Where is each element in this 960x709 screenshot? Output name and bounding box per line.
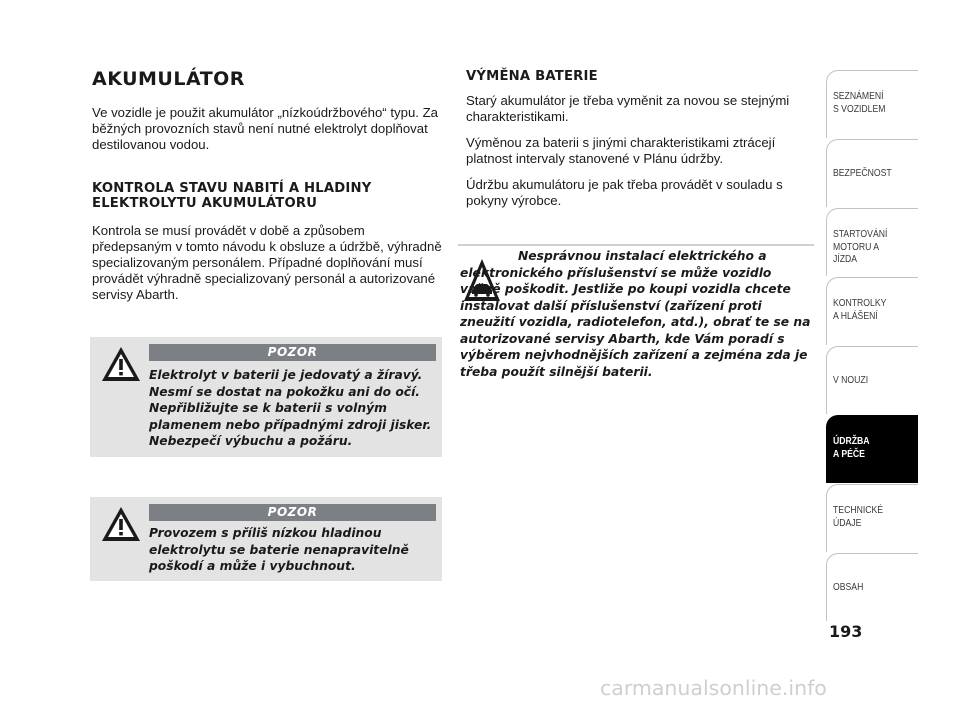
- tab-udrzba[interactable]: [826, 415, 918, 483]
- note-box: [458, 244, 814, 396]
- page-title: AKUMULÁTOR: [92, 68, 245, 90]
- right-heading: VÝMĚNA BATERIE: [466, 69, 598, 84]
- page-number: 193: [829, 622, 863, 641]
- tab-label: V NOUZI: [833, 375, 869, 386]
- warning-text: Elektrolyt v baterii je jedovatý a žíravý. Nesmí se dostat na pokožku ani do očí. Nepřibližujte se k baterii s volným plamenem nebo případnými zdroji jisker. Nebezpečí výbuchu a požáru.: [149, 368, 432, 448]
- tab-obsah[interactable]: [826, 553, 918, 621]
- right-paragraph: Výměnou za baterii s jinými charakteristikami ztrácejí platnost intervaly stanovené v Plánu údržby.: [466, 135, 776, 166]
- section-heading: KONTROLA STAVU NABITÍ A HLADINY ELEKTROLYTU AKUMULÁTORU: [92, 181, 372, 211]
- tab-label: TECHNICKÉ ÚDAJE: [833, 505, 884, 529]
- tab-seznameni[interactable]: [826, 70, 918, 138]
- tab-label: STARTOVÁNÍ MOTORU A JÍZDA: [833, 229, 888, 265]
- warning-box: [90, 497, 442, 581]
- right-paragraph: Starý akumulátor je třeba vyměnit za novou se stejnými charakteristikami.: [466, 93, 790, 124]
- warning-label: POZOR: [149, 344, 436, 361]
- warning-triangle-icon: [100, 505, 142, 543]
- tab-label: ÚDRŽBA A PÉČE: [833, 436, 870, 460]
- note-text: Nesprávnou instalací elektrického a elektronického příslušenství se může vozidlo vážně poškodit. Jestliže po koupi vozidla chcete instalovat další příslušenství (zařízení proti zneužití vozidla, radiotelefon, atd.), obrať te se na autorizované servisy Abarth, kde Vám poradí s výběrem nejvhodnějších zařízení a zejména zda je třeba použít silnější baterii.: [460, 249, 811, 379]
- right-paragraph: Údržbu akumulátoru je pak třeba provádět v souladu s pokyny výrobce.: [466, 177, 783, 208]
- warning-text: Provozem s příliš nízkou hladinou elektrolytu se baterie nenapravitelně poškodí a může i vybuchnout.: [149, 526, 409, 573]
- tab-label: OBSAH: [833, 582, 864, 593]
- warning-box: [90, 337, 442, 457]
- tab-technicke-udaje[interactable]: [826, 484, 918, 552]
- tab-kontrolky[interactable]: [826, 277, 918, 345]
- intro-paragraph: Ve vozidle je použit akumulátor „nízkoúdržbového“ typu. Za běžných provozních stavů není nutné elektrolyt doplňovat destilovanou vodou.: [92, 105, 438, 152]
- tab-v-nouzi[interactable]: [826, 346, 918, 414]
- warning-label: POZOR: [149, 504, 436, 521]
- tab-startovani[interactable]: [826, 208, 918, 276]
- tab-label: BEZPEČNOST: [833, 168, 892, 179]
- watermark: carmanualsonline.info: [600, 676, 827, 700]
- tab-label: KONTROLKY A HLÁŠENÍ: [833, 298, 887, 322]
- warning-triangle-icon: [100, 345, 142, 383]
- tab-label: SEZNÁMENÍ S VOZIDLEM: [833, 91, 886, 115]
- section-paragraph: Kontrola se musí provádět v době a způsobem předepsaným v tomto návodu k obsluze a údržbě, výhradně specializovaným personálem. Případné doplňování musí provádět výhradně specializovaný personál a autorizované servisy Abarth.: [92, 223, 442, 302]
- tab-bezpecnost[interactable]: [826, 139, 918, 207]
